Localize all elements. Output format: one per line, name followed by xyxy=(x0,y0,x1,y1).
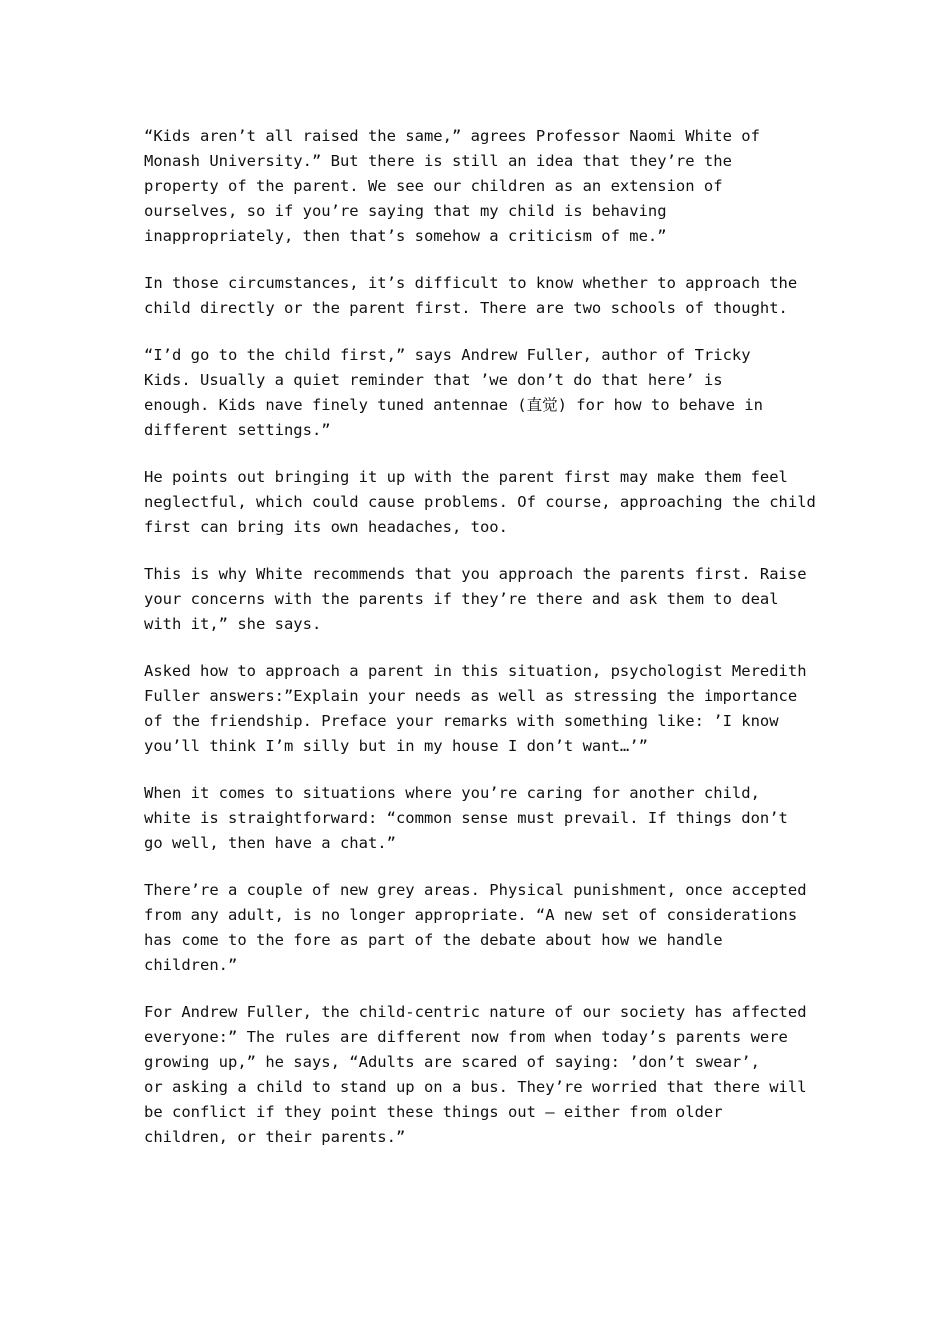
text-line: Monash University.” But there is still an idea that they’re the xyxy=(144,152,732,170)
paragraph-7 xyxy=(144,781,824,856)
paragraph-6 xyxy=(144,659,824,759)
text-line: or asking a child to stand up on a bus. They’re worried that there will xyxy=(144,1078,807,1096)
document-page xyxy=(144,124,824,1172)
text-line: children, or their parents.” xyxy=(144,1128,406,1146)
text-line: In those circumstances, it’s difficult to know whether to approach the xyxy=(144,274,798,292)
text-line: enough. Kids nave finely tuned antennae (直觉) for how to behave in xyxy=(144,396,763,414)
paragraph-8 xyxy=(144,878,824,978)
paragraph-4 xyxy=(144,465,824,540)
text-line: Fuller answers:”Explain your needs as well as stressing the importance xyxy=(144,687,798,705)
text-line: growing up,” he says, “Adults are scared of saying: ’don’t swear’, xyxy=(144,1053,760,1071)
text-line: He points out bringing it up with the parent first may make them feel xyxy=(144,468,788,486)
text-line: go well, then have a chat.” xyxy=(144,834,396,852)
text-line: “Kids aren’t all raised the same,” agrees Professor Naomi White of xyxy=(144,127,760,145)
text-line: There’re a couple of new grey areas. Physical punishment, once accepted xyxy=(144,881,807,899)
paragraph-3 xyxy=(144,343,824,443)
paragraph-2 xyxy=(144,271,824,321)
text-line: This is why White recommends that you approach the parents first. Raise xyxy=(144,565,807,583)
text-line: from any adult, is no longer appropriate. “A new set of considerations xyxy=(144,906,798,924)
text-line: different settings.” xyxy=(144,421,331,439)
paragraph-9 xyxy=(144,1000,824,1150)
text-line: your concerns with the parents if they’re there and ask them to deal xyxy=(144,590,779,608)
text-line: children.” xyxy=(144,956,238,974)
text-line: everyone:” The rules are different now from when today’s parents were xyxy=(144,1028,788,1046)
text-line: with it,” she says. xyxy=(144,615,322,633)
text-line: ourselves, so if you’re saying that my child is behaving xyxy=(144,202,667,220)
text-line: “I’d go to the child first,” says Andrew Fuller, author of Tricky xyxy=(144,346,751,364)
text-line: child directly or the parent first. There are two schools of thought. xyxy=(144,299,788,317)
text-line: Kids. Usually a quiet reminder that ’we don’t do that here’ is xyxy=(144,371,723,389)
text-line: inappropriately, then that’s somehow a criticism of me.” xyxy=(144,227,667,245)
text-line: be conflict if they point these things out – either from older xyxy=(144,1103,723,1121)
text-line: Asked how to approach a parent in this situation, psychologist Meredith xyxy=(144,662,807,680)
text-line: first can bring its own headaches, too. xyxy=(144,518,508,536)
text-line: neglectful, which could cause problems. Of course, approaching the child xyxy=(144,493,816,511)
paragraph-1 xyxy=(144,124,824,249)
text-line: property of the parent. We see our children as an extension of xyxy=(144,177,723,195)
text-line: of the friendship. Preface your remarks with something like: ’I know xyxy=(144,712,779,730)
text-line: For Andrew Fuller, the child-centric nature of our society has affected xyxy=(144,1003,807,1021)
text-line: When it comes to situations where you’re caring for another child, xyxy=(144,784,760,802)
text-line: you’ll think I’m silly but in my house I don’t want…’” xyxy=(144,737,648,755)
paragraph-5 xyxy=(144,562,824,637)
text-line: has come to the fore as part of the debate about how we handle xyxy=(144,931,723,949)
text-line: white is straightforward: “common sense must prevail. If things don’t xyxy=(144,809,788,827)
